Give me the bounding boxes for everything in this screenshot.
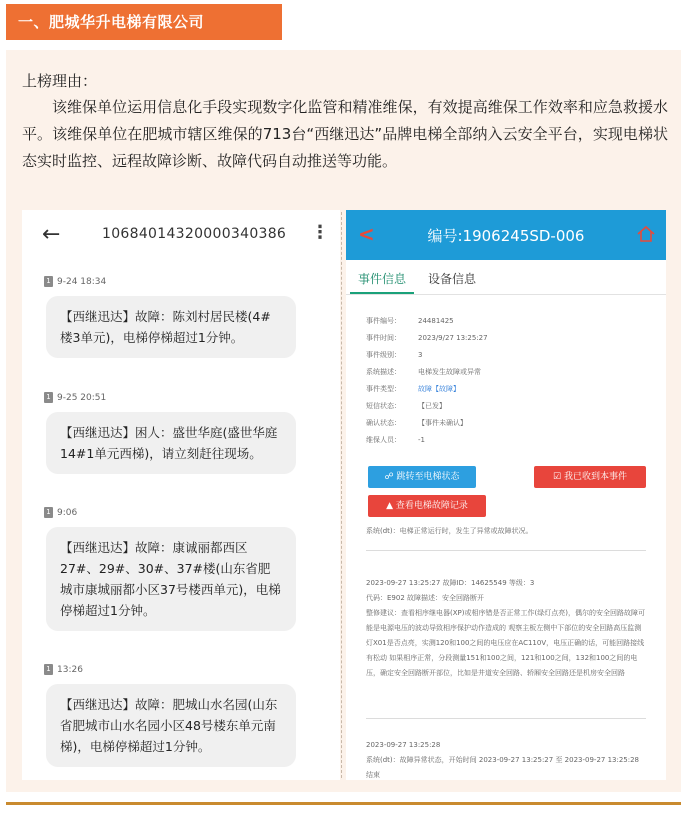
fault-log2-text: 系统(dt)：故障异常状态，开始时间 2023-09-27 13:25:27 至 2023-09-27 13:25:28 结束: [366, 756, 640, 779]
divider-line: [366, 550, 646, 551]
info-event-time: 事件时间： 2023/9/27 13:25:27: [366, 334, 488, 342]
info-sms-status: 短信状态： 【已发】: [366, 402, 446, 410]
sms-bubble[interactable]: 【西继迅达】故障：陈刘村居民楼(4#楼3单元)，电梯停梯超过1分钟。: [46, 296, 296, 358]
goto-elevator-status-button[interactable]: ☍ 跳转至电梯状态: [368, 466, 476, 488]
info-event-type: 事件类型： 故障【故障】: [366, 385, 460, 393]
tab-event-info[interactable]: 事件信息: [358, 272, 407, 286]
sim-card-icon: 1: [44, 507, 53, 518]
reason-body: 该维保单位运用信息化手段实现数字化监管和精准维保，有效提高维保工作效率和应急救援水平。该维保单位在肥城市辖区维保的713台“西继迅达”品牌电梯全部纳入云安全平台，实现电梯状态实时监控、远程故障诊断、故障代码自动推送等功能。: [22, 98, 668, 170]
fault-log-header: 2023-09-27 13:25:27 故障ID：14625549 等级：3: [366, 579, 535, 587]
sim-card-icon: 1: [44, 664, 53, 675]
fault-log-advice: 整修建议：查看相序继电器(XP)或相序错是否正常工作(绿灯点亮)，偶尔的安全回路故障可能是电源电压的波动导致相序保护动作造成的 观察主板左侧中下部位的安全回路高压监测灯X01是否点亮，实测120和100之间的电压应在AC110V，电压正确的话，可能回路接线有松动 如果相序正常，分段测量151和100之间，121和100之间，132和100之间的电压，确定安全回路断开部位，比如是井道安全回路、轿厢安全回路还是机房安全回路: [366, 609, 645, 677]
section-header: [6, 4, 282, 40]
fault-records-button[interactable]: ▲ 查看电梯故障记录: [368, 495, 486, 517]
sms-time: 1 9:06: [44, 507, 77, 518]
sms-time: 1 9-25 20:51: [44, 392, 106, 403]
sms-bubble[interactable]: 【西继迅达】故障：肥城山水名园(山东省肥城市山水名园小区48号楼东单元南梯)，电梯停梯超过1分钟。: [46, 684, 296, 767]
section-title: 一、肥城华升电梯有限公司: [18, 13, 205, 31]
arrow-left-icon[interactable]: ←: [42, 222, 61, 247]
fault-log2-time: 2023-09-27 13:25:28: [366, 741, 441, 749]
card-bottom-rule: [6, 802, 681, 805]
tab-divider: [346, 294, 666, 295]
sms-time: 1 9-24 18:34: [44, 276, 106, 287]
screenshot-divider: [341, 212, 342, 778]
home-icon[interactable]: [636, 224, 656, 244]
warning-icon: ▲: [386, 501, 396, 511]
sms-bubble[interactable]: 【西继迅达】故障：康诚丽都西区27#、29#、30#、37#楼(山东省肥城市康城丽都小区37号楼西单元)，电梯停梯超过1分钟。: [46, 527, 296, 631]
sms-time: 1 13:26: [44, 664, 83, 675]
sms-bubble[interactable]: 【西继迅达】困人：盛世华庭(盛世华庭14#1单元西梯)，请立刻赶往现场。: [46, 412, 296, 474]
check-icon: ☑: [553, 472, 564, 482]
reason-label: 上榜理由：: [22, 72, 98, 90]
device-number-title: 编号:1906245SD-006: [427, 227, 585, 245]
app-screenshot: [346, 210, 666, 780]
link-icon: ☍: [384, 472, 397, 482]
sim-card-icon: 1: [44, 392, 53, 403]
info-confirm-status: 确认状态： 【事件未确认】: [366, 419, 467, 427]
sms-screenshot: [22, 210, 340, 780]
event-received-button[interactable]: ☑ 我已收到本事件: [534, 466, 646, 488]
system-note: 系统(dt)：电梯正常运行时，发生了异常或故障状况。: [366, 527, 533, 535]
sender-number: 10684014320000340386: [102, 226, 287, 242]
fault-log-code: 代码：E902 故障描述：安全回路断开: [366, 594, 485, 602]
divider-line: [366, 718, 646, 719]
more-vert-icon[interactable]: ⋮: [311, 222, 329, 243]
tab-device-info[interactable]: 设备信息: [428, 272, 477, 286]
back-chevron-icon[interactable]: <: [358, 222, 375, 246]
info-maintainer: 维保人员： -1: [366, 436, 425, 444]
info-event-level: 事件级别： 3: [366, 351, 423, 359]
info-event-id: 事件编号： 24481425: [366, 317, 454, 325]
sim-card-icon: 1: [44, 276, 53, 287]
info-system-desc: 系统描述： 电梯发生故障或异常: [366, 368, 481, 376]
